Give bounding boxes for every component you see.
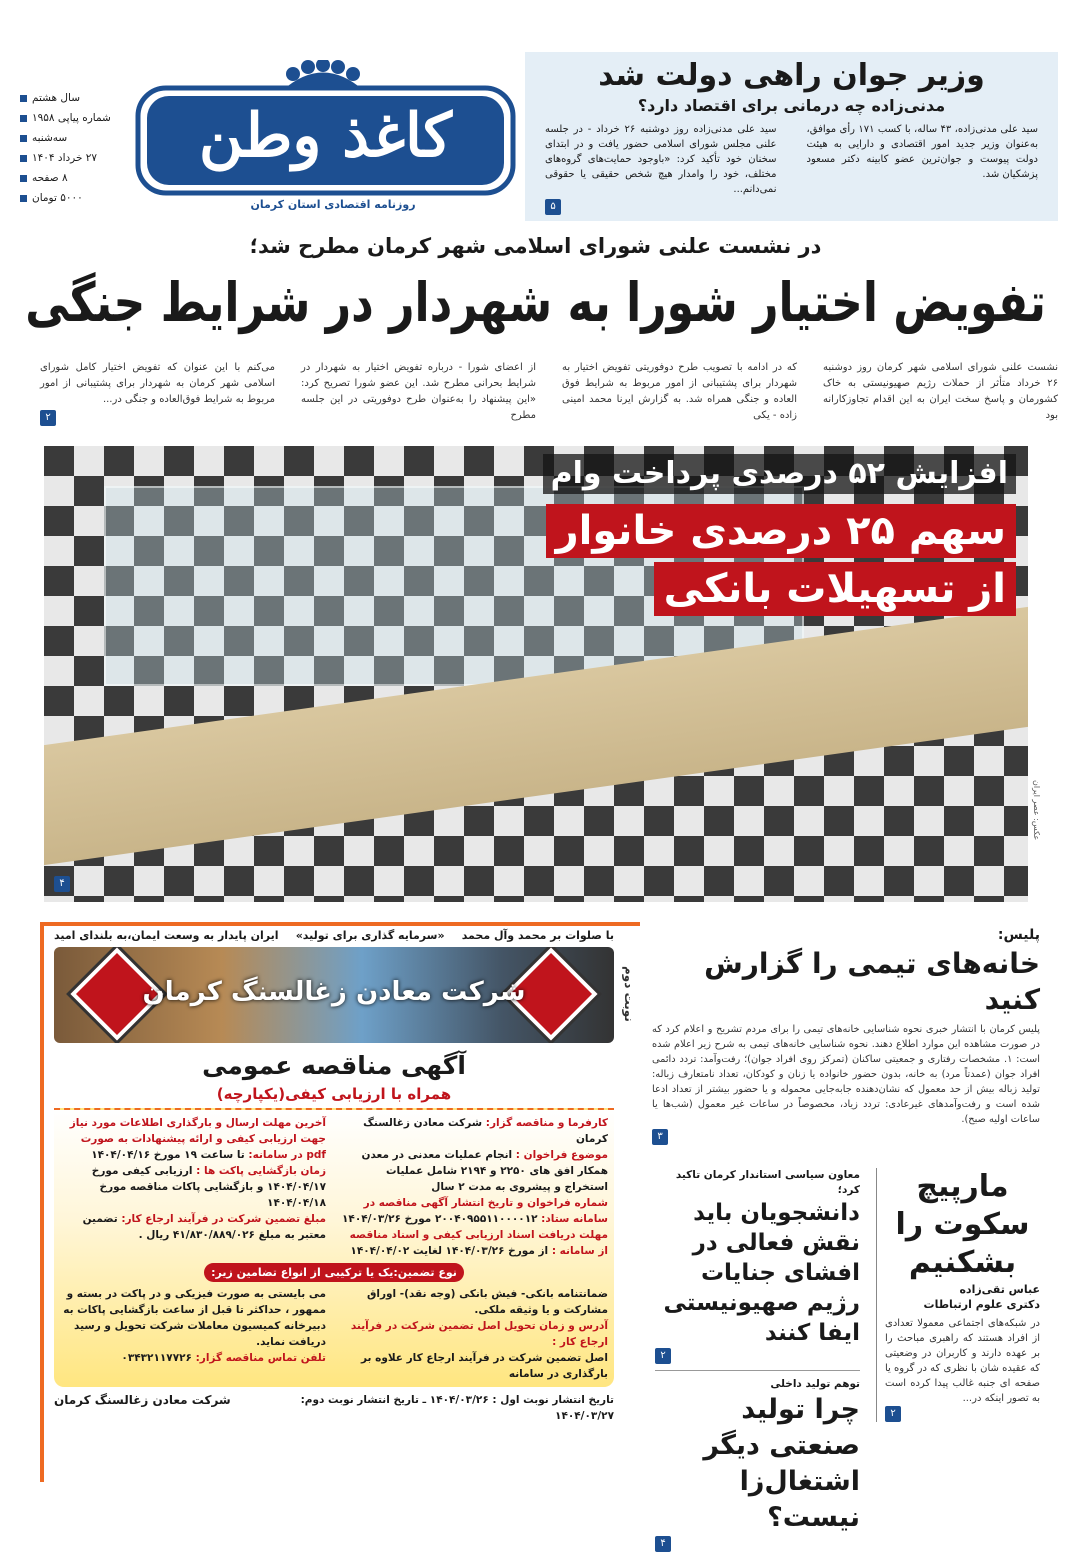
author-title: دکتری علوم ارتباطات [923,1298,1040,1311]
story-title[interactable]: دانشجویان باید نقش فعالی در افشای جنایات رژیم صهیونیستی ایفا کنند [663,1200,860,1346]
tender-ad [40,922,640,1482]
students-story[interactable] [655,1168,860,1364]
ad-label: موضوع فراخوان : [515,1149,608,1161]
story-kicker: پلیس: [997,927,1040,943]
opinion-title[interactable]: مارپیچ سکوت را بشکنیم [895,1169,1030,1280]
middle-column [655,1168,860,1552]
publish-dates: تاریخ انتشار نوبت اول : ۱۴۰۴/۰۳/۲۶ ـ تاریخ انتشار نوبت دوم: ۱۴۰۴/۰۳/۲۷ [300,1394,614,1422]
page-ref-badge[interactable]: ۲ [885,1406,901,1422]
info-item [20,88,130,108]
ad-label: آدرس و زمان تحویل اصل تضمین شرکت در فرآیند ارجاع کار : [350,1320,608,1348]
ad-company: شرکت معادن زغالسنگ کرمان [54,1393,231,1407]
ad-label: آخرین مهلت ارسال و بارگذاری اطلاعات مورد نیاز جهت ارزیابی کیفی و ارائه پیشنهادات به صورت pdf در سامانه: [69,1117,326,1161]
story-kicker: توهم تولید داخلی [770,1378,860,1390]
ad-text: می بایستی به صورت فیزیکی و در پاکت در بسته و ممهور ، حداکثر تا قبل از ساعت بازگشایی پاکات به دبیرخانه کمیسیون معاملات شرکت تحویل و رسید دریافت نماید. [63,1288,326,1348]
ad-col-left [60,1115,326,1259]
bullet-icon [20,155,27,162]
photo-credit: عکس: عصر ایران [1032,780,1041,841]
info-text: ۸ صفحه [32,172,68,184]
bullet-icon [20,175,27,182]
ad-banner [54,947,614,1043]
ad-text: ارزیابی کیفی مورخ ۱۴۰۴/۰۴/۱۷ و بازگشایی پاکات مناقصه مورخ ۱۴۰۴/۰۴/۱۸ [91,1165,326,1209]
ad-top-text: «سرمایه گذاری برای تولید» [295,929,445,942]
ad-top-strip [54,926,614,947]
info-text: سه‌شنبه [32,132,68,144]
info-item [20,108,130,128]
bullet-icon [20,195,27,202]
bullet-icon [20,95,27,102]
page-ref-badge[interactable]: ۴ [655,1536,671,1552]
ad-label: مبلغ تضمین شرکت در فرآیند ارجاع کار: [121,1213,326,1225]
page-ref-badge[interactable]: ۵ [545,199,561,215]
ad-col-left [60,1286,326,1382]
ad-subtitle: همراه با ارزیابی کیفی(یکپارچه) [216,1085,452,1103]
info-text: سال هشتم [32,92,81,104]
story-title[interactable]: خانه‌های تیمی را گزارش کنید [704,947,1040,1016]
ad-text: تا ساعت ۱۹ مورخ ۱۴۰۴/۰۴/۱۶ [91,1149,245,1161]
ad-label: مهلت دریافت اسناد ارزیابی کیفی و اسناد مناقصه از سامانه : [349,1229,608,1257]
ad-label: زمان بازگشایی پاکت ها : [196,1165,326,1177]
ad-title: آگهی مناقصه عمومی [202,1051,466,1080]
info-item [20,168,130,188]
ad-edition: نوبت دوم [622,966,636,1022]
ad-footer [54,1392,614,1424]
page-ref-badge[interactable]: ۲ [40,410,56,426]
info-text: ۵۰۰۰ تومان [32,192,83,204]
top-story-col: سید علی مدنی‌زاده روز دوشنبه ۲۶ خرداد - در جلسه علنی مجلس شورای اسلامی حضور یافت و در ابتدای سخنان خود تأکید کرد: «باوجود حمایت‌های گروه‌های مختلف، خود را وامدار هیچ شخص حقیقی یا حقوقی نمی‌دانم... [545,124,777,195]
lead-col: نشست علنی شورای اسلامی شهر کرمان روز دوشنبه ۲۶ خرداد متأثر از حملات رژیم صهیونیستی به خاک کشورمان و پاسخ سخت ایران به این اقدام تجاوزکارانه بود [823,362,1058,421]
top-story[interactable] [525,52,1058,221]
logo-text: کاغذ وطن [198,101,452,171]
story-body: پلیس کرمان با انتشار خبری نحوه شناسایی خانه‌های تیمی را برای مردم تشریح و اعلام کرد که در صورت مشاهده این موارد اطلاع دهند. نحوه شناسایی خانه‌های تیمی به شرح زیر اعلام شده است: ۱. مشخصات رفتاری و جمعیتی ساکنان (تمرکز روی افراد جوان)؛ رفت‌وآمد: تردد دائمی افراد جوان (عمدتاً مرد) به خانه، بدون حضور خانواده یا زنان و کودکان، تعداد نامتعارف زباله: تولید زباله بیش از حد معمول که نشان‌دهنده جابه‌جایی محموله و یا حضور بیشتر از تعداد ادعا شده است و رفت‌وآمدهای غیرعادی: تردد زیاد، مخصوصاً در ساعات غیر معمول (شب‌ها یا ساعات اولیه صبح). [652,1024,1040,1125]
banner-title: شرکت معادن زغالسنگ کرمان [142,977,526,1007]
ad-text: تضمین معتبر به مبلغ ۴۱/۸۳۰/۸۸۹/۰۲۶ ریال . [82,1213,326,1241]
ad-text: ضمانتنامه بانکی- فیش بانکی (وجه نقد)- اوراق مشارکت و یا وثیقه ملکی. [366,1288,608,1316]
ad-text: از مورخ ۱۴۰۴/۰۳/۲۶ لغایت ۱۴۰۴/۰۴/۰۲ [350,1245,549,1257]
info-item [20,148,130,168]
police-story[interactable] [652,926,1040,1145]
ad-text: شرکت معادن زغالسنگ کرمان [363,1117,608,1145]
ad-body [54,1108,614,1387]
industry-story[interactable] [655,1377,860,1552]
photo-title-line[interactable]: سهم ۲۵ درصدی خانوار [546,504,1016,558]
lead-col: می‌کنم با این عنوان که تفویض اختیار کامل شورای اسلامی شهر کرمان به شهردار برای پشتیبانی از امور مربوط به شرایط فوق‌العاده و جنگی در... [40,362,275,405]
main-headline[interactable]: تفویض اختیار شورا به شهردار در شرایط جنگی [25,271,1047,334]
main-kicker: در نشست علنی شورای اسلامی شهر کرمان مطرح شد؛ [249,234,822,258]
ad-label: کارفرما و مناقصه گزار: [485,1117,608,1129]
page-ref-badge[interactable]: ۳ [652,1129,668,1145]
info-item [20,188,130,208]
info-item [20,128,130,148]
ad-top-text: با صلوات بر محمد وآل محمد [461,929,614,942]
story-title[interactable]: چرا تولید صنعتی دیگر اشتغال‌زا نیست؟ [703,1394,860,1533]
newspaper-logo [133,60,518,215]
issue-info [20,88,130,208]
lead-col: از اعضای شورا - درباره تفویض اختیار به شهردار در شرایط بحرانی مطرح شد. این عضو شورا تصریح کرد: «این پیشنهاد را به‌عنوان طرح دوفوریتی در این جلسه مطرح [301,362,536,421]
author-name: عباس تقی‌زاده [959,1283,1040,1296]
divider [655,1370,860,1371]
info-text: ۲۷ خرداد ۱۴۰۴ [32,152,98,164]
main-lead [40,360,1058,426]
ad-text: اصل تضمین شرکت در فرآیند ارجاع کار علاوه بر بارگذاری در سامانه [360,1352,608,1380]
page-ref-badge[interactable]: ۴ [54,876,70,892]
ad-top-text: ایران پایدار به وسعت ایمان،به بلندای امید [54,929,279,942]
bullet-icon [20,135,27,142]
ad-label: شماره فراخوان و تاریخ انتشار آگهی مناقصه در سامانه ستاد: [363,1197,608,1225]
ad-text: انجام عملیات معدنی در معدن همکار افق های ۲۲۵۰ و ۲۱۹۴ شامل عملیات استخراج و پیشروی به مدت ۲ سال [361,1149,608,1193]
bank-photo [44,446,1028,902]
ad-col-right [342,1286,608,1382]
opinion-column[interactable] [876,1168,1040,1422]
phone-number: ۰۳۴۳۲۱۱۷۷۲۶ [121,1352,192,1364]
info-text: شماره پیاپی ۱۹۵۸ [32,112,111,124]
photo-overline: افزایش ۵۲ درصدی پرداخت وام [543,454,1016,494]
top-story-subtitle: مدنی‌زاده چه درمانی برای اقتصاد دارد؟ [637,96,946,115]
guarantee-pill: نوع تضمین:یک یا ترکیبی از انواع تضامین زیر: [204,1263,464,1282]
page-ref-badge[interactable]: ۲ [655,1348,671,1364]
ad-col-right [342,1115,608,1259]
tagline: روزنامه اقتصادی استان کرمان [223,197,443,212]
ad-text: ۲۰۰۴۰۹۵۵۱۱۰۰۰۰۱۲ مورخ ۱۴۰۴/۰۳/۲۶ [342,1213,538,1225]
bullet-icon [20,115,27,122]
lead-col: که در ادامه با تصویب طرح دوفوریتی تفویض اختیار به شهردار برای پشتیبانی از امور مربوط به شرایط فوق العاده و جنگی همراه شد. به گزارش ایرنا محمد امینی زاده - یکی [562,362,797,421]
top-story-col: سید علی مدنی‌زاده، ۴۳ ساله، با کسب ۱۷۱ رأی موافق، به‌عنوان وزیر جدید امور اقتصادی و دارایی به هیئت دولت پیوست و جوان‌ترین عضو کابینه دکتر مسعود پزشکیان شد. [806,124,1038,180]
opinion-body: در شبکه‌های اجتماعی معمولا تعدادی از افراد هستند که راهبری مباحث را بر عهده دارند و کاربران در وضعیتی که عقیده شان با نظری که در گروه یا صفحه ای جنبه غالب پیدا کرده است به تصور اینکه در... [885,1318,1040,1404]
top-story-title[interactable]: وزیر جوان راهی دولت شد [598,58,985,93]
photo-title-line[interactable]: از تسهیلات بانکی [654,562,1016,616]
story-kicker: معاون سیاسی استاندار کرمان تاکید کرد؛ [675,1169,860,1196]
ad-label: تلفن تماس مناقصه گزار: [195,1352,326,1364]
